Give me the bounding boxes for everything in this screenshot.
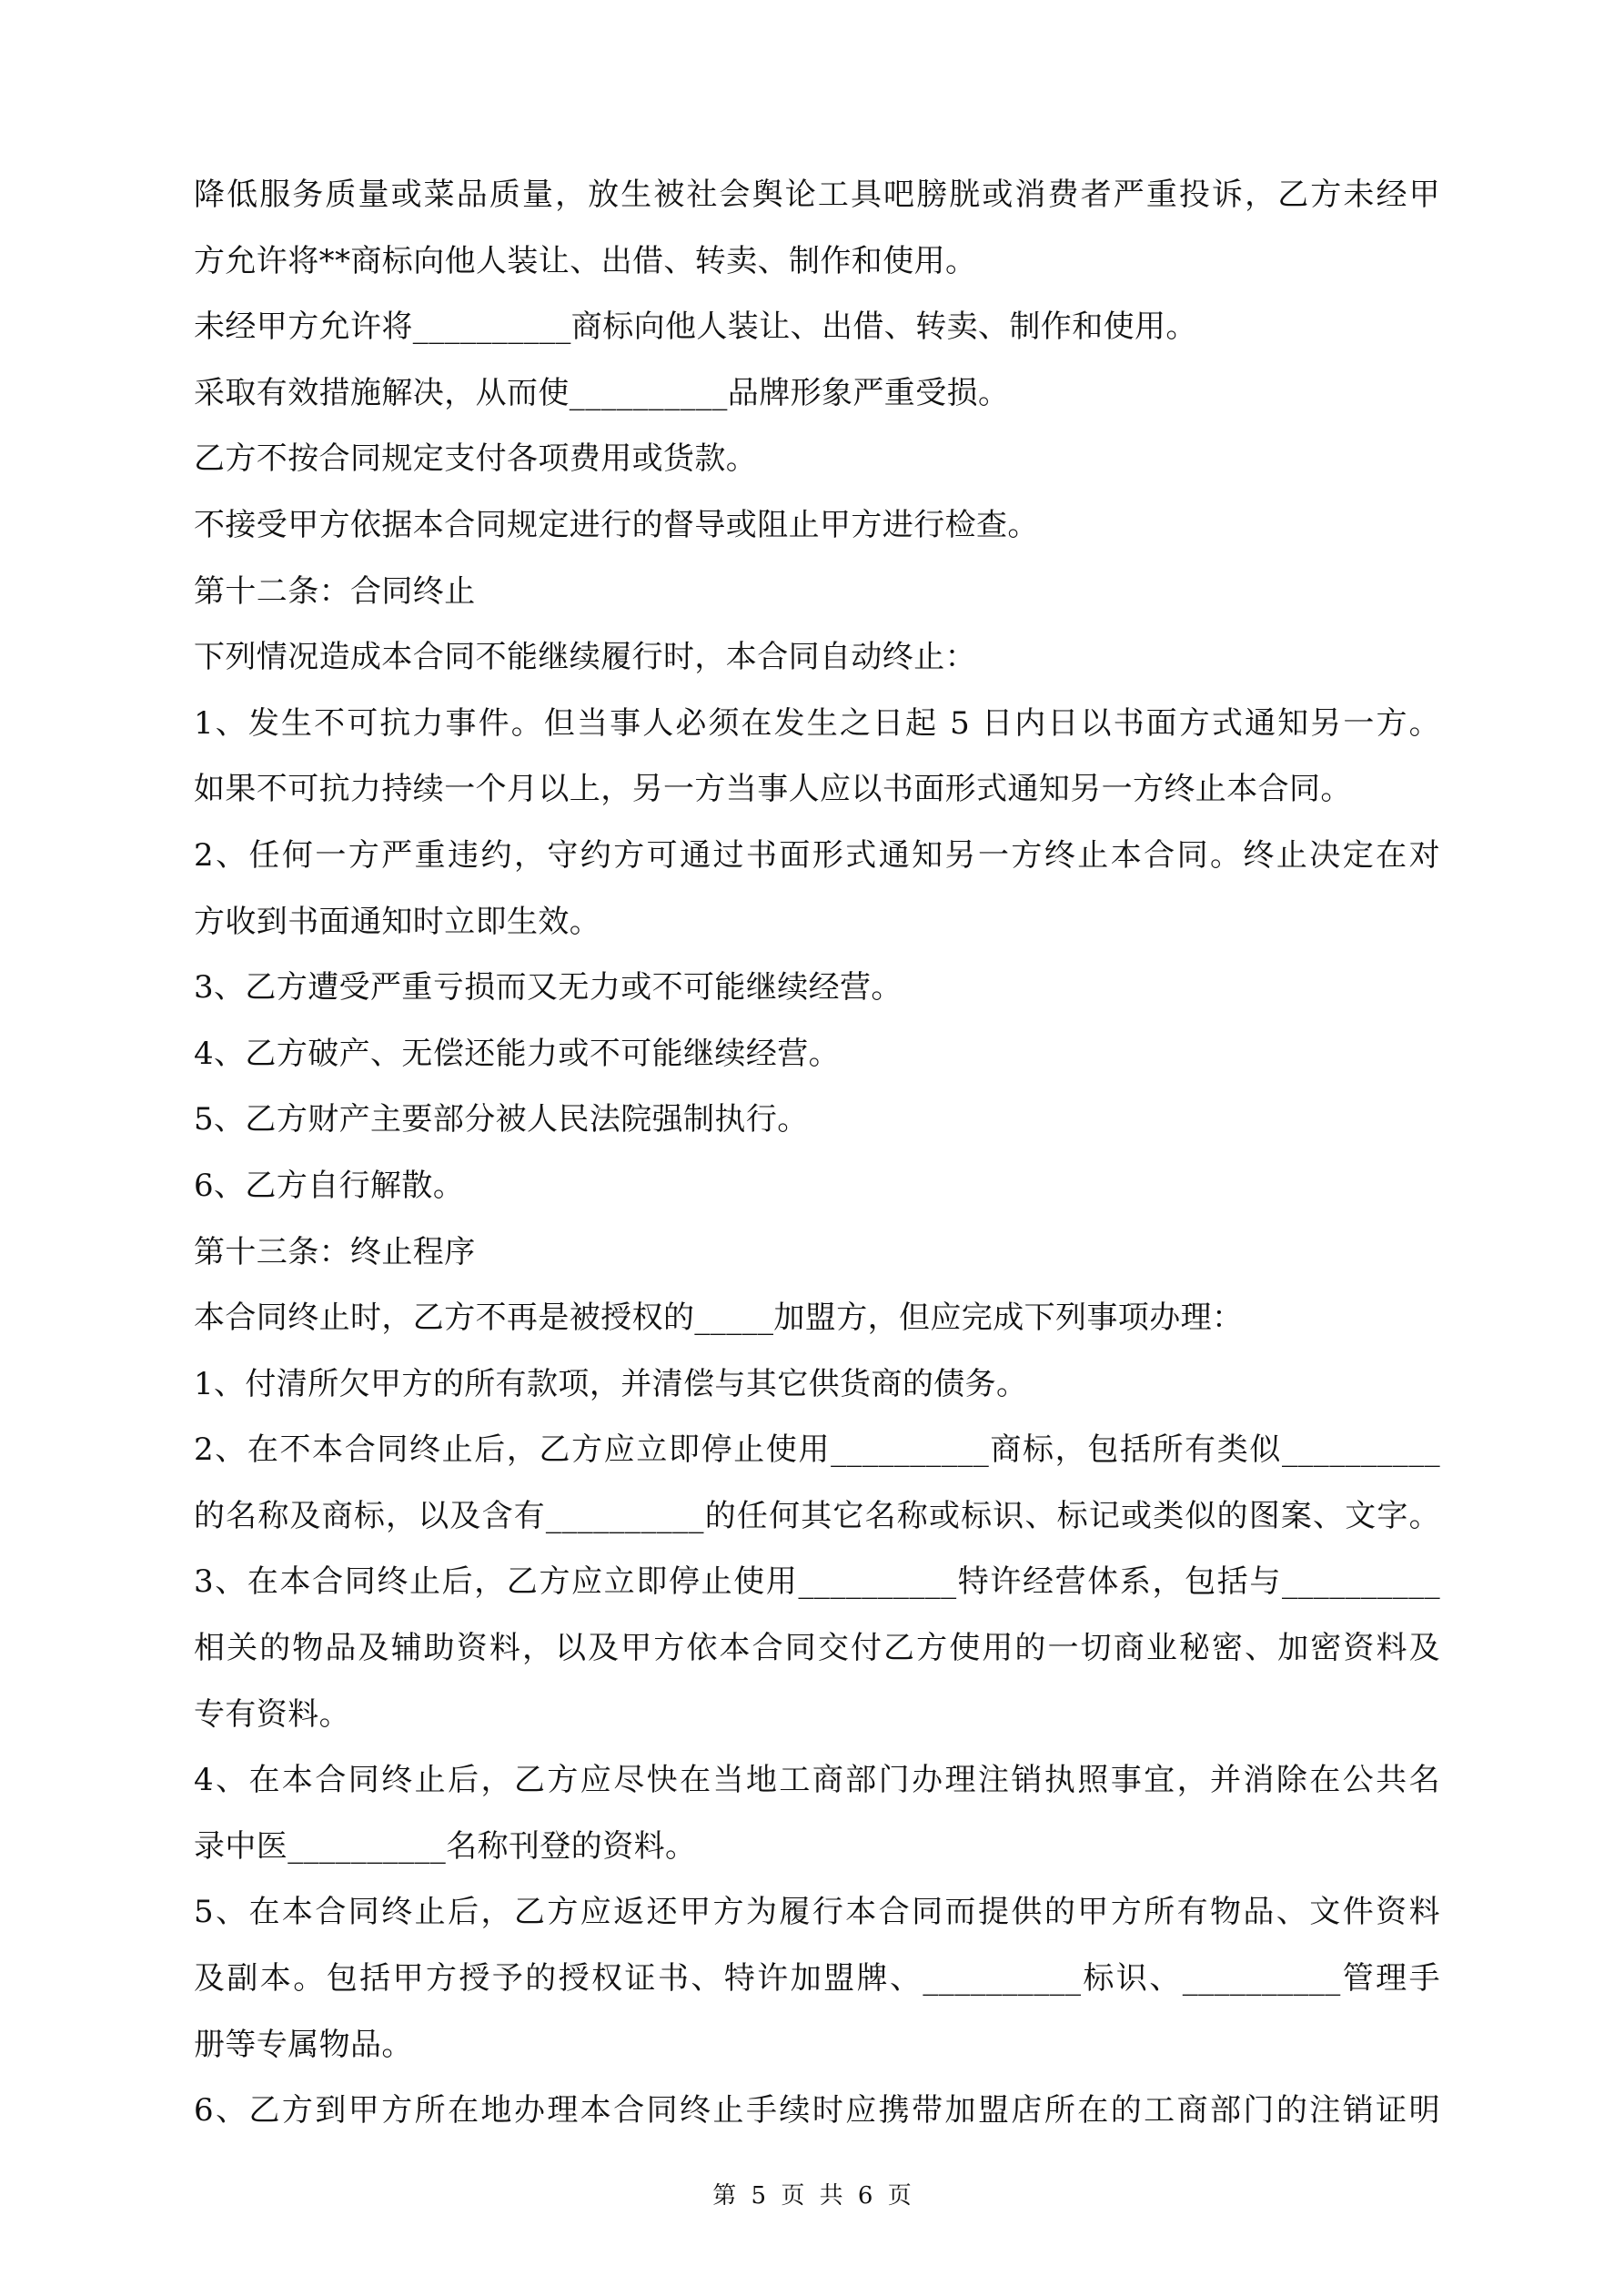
text-line: 3、乙方遭受严重亏损而又无力或不可能继续经营。 [194, 969, 903, 1006]
text-line: 5、乙方财产主要部分被人民法院强制执行。 [194, 1101, 809, 1138]
text-line: 册等专属物品。 [194, 2026, 413, 2063]
text-line: 本合同终止时，乙方不再是被授权的_____加盟方，但应完成下列事项办理： [194, 1300, 1244, 1337]
text-line: 采取有效措施解决，从而使__________品牌形象严重受损。 [194, 374, 1010, 411]
text-line: 方收到书面通知时立即生效。 [194, 903, 601, 940]
text-line: 5、在本合同终止后，乙方应返还甲方为履行本合同而提供的甲方所有物品、文件资料 [194, 1894, 1440, 1931]
text-line: 不接受甲方依据本合同规定进行的督导或阻止甲方进行检查。 [194, 506, 1039, 543]
text-line: 降低服务质量或菜品质量，放生被社会舆论工具吧膀胱或消费者严重投诉，乙方未经甲 [194, 177, 1440, 213]
text-line: 录中医__________名称刊登的资料。 [194, 1827, 697, 1865]
text-line: 如果不可抗力持续一个月以上，另一方当事人应以书面形式通知另一方终止本合同。 [194, 771, 1352, 808]
text-line: 未经甲方允许将__________商标向他人装让、出借、转卖、制作和使用。 [194, 308, 1197, 346]
text-line: 3、在本合同终止后，乙方应立即停止使用__________特许经营体系，包括与__________ [194, 1563, 1440, 1601]
section-heading: 第十二条：合同终止 [194, 572, 476, 610]
text-line: 6、乙方到甲方所在地办理本合同终止手续时应携带加盟店所在的工商部门的注销证明 [194, 2092, 1440, 2129]
page-number-footer: 第 5 页 共 6 页 [712, 2182, 912, 2210]
text-line: 乙方不按合同规定支付各项费用或货款。 [194, 440, 758, 478]
text-line: 2、在不本合同终止后，乙方应立即停止使用__________商标，包括所有类似__________ [194, 1431, 1440, 1469]
text-line: 4、乙方破产、无偿还能力或不可能继续经营。 [194, 1035, 841, 1072]
text-line: 的名称及商标，以及含有__________的任何其它名称或标识、标记或类似的图案、文字。 [194, 1497, 1440, 1534]
text-line: 下列情况造成本合同不能继续履行时，本合同自动终止： [194, 639, 976, 676]
text-line: 2、任何一方严重违约，守约方可通过书面形式通知另一方终止本合同。终止决定在对 [194, 836, 1440, 874]
document-body [194, 162, 1440, 2144]
text-line: 1、付清所欠甲方的所有款项，并清偿与其它供货商的债务。 [194, 1365, 1028, 1402]
text-line: 方允许将**商标向他人装让、出借、转卖、制作和使用。 [194, 242, 977, 279]
text-line: 4、在本合同终止后，乙方应尽快在当地工商部门办理注销执照事宜，并消除在公共名 [194, 1762, 1440, 1799]
text-line: 6、乙方自行解散。 [194, 1167, 465, 1204]
text-line: 及副本。包括甲方授予的授权证书、特许加盟牌、__________标识、__________管理手 [194, 1960, 1440, 1998]
section-heading: 第十三条：终止程序 [194, 1233, 476, 1270]
text-line: 1、发生不可抗力事件。但当事人必须在发生之日起 5 日内日以书面方式通知另一方。 [194, 704, 1440, 742]
text-line: 专有资料。 [194, 1695, 350, 1733]
text-line: 相关的物品及辅助资料，以及甲方依本合同交付乙方使用的一切商业秘密、加密资料及 [194, 1630, 1440, 1667]
